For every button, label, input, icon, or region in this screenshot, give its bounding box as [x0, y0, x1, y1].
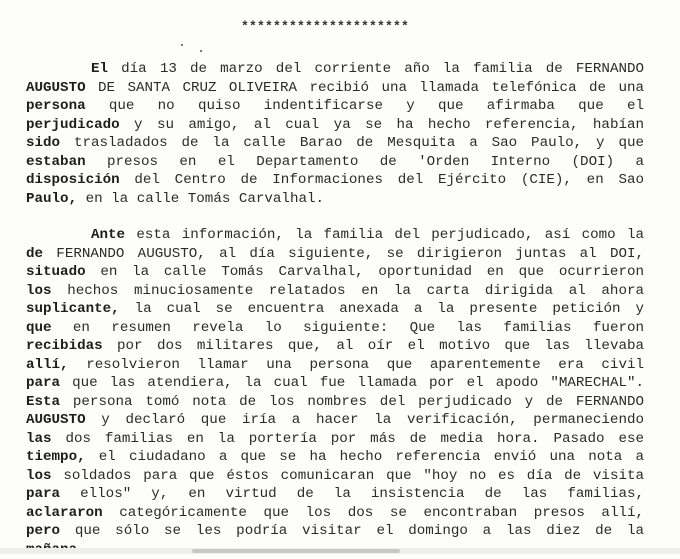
line-lead-word: las	[26, 431, 52, 447]
line-lead-word: los	[26, 468, 52, 484]
text-line	[26, 245, 644, 264]
text-line	[26, 374, 644, 393]
text-line	[26, 319, 644, 338]
line-lead-word: los	[26, 283, 52, 299]
line-text: FERNANDO AUGUSTO, al día siguiente, se dirigieron juntas al DOI,	[43, 246, 644, 262]
line-lead-word: Paulo,	[26, 191, 77, 207]
line-text: esta información, la familia del perjudicado, así como la	[125, 227, 644, 243]
text-line	[26, 190, 644, 209]
line-text: ellos" y, en virtud de la insistencia de las familias,	[60, 486, 644, 502]
line-text: persona tomó nota de los nombres del perjudicado y de FERNANDO	[60, 394, 644, 410]
line-lead-word: de	[26, 246, 43, 262]
line-text: y declaró que iría a hacer la verificación, permaneciendo	[86, 412, 644, 428]
line-text: en la calle Tomás Carvalhal, oportunidad en que ocurrieron	[86, 264, 644, 280]
line-lead-word: tiempo,	[26, 449, 86, 465]
line-text: del Centro de Informaciones del Ejército (CIE), en Sao	[120, 172, 644, 188]
text-line	[26, 504, 644, 523]
line-text: hechos minuciosamente relatados en la carta dirigida al ahora	[52, 283, 644, 299]
line-lead-word: pero	[26, 523, 60, 539]
text-line	[26, 263, 644, 282]
text-line	[26, 448, 644, 467]
line-text: trasladados de la calle Barao de Mesquita a Sao Paulo, y que	[60, 135, 644, 151]
line-text: categóricamente que los dos se encontraban presos allí,	[103, 505, 644, 521]
scan-speck	[200, 50, 202, 52]
line-text: en la calle Tomás Carvalhal.	[77, 191, 324, 207]
text-line	[26, 356, 644, 375]
line-lead-word: aclararon	[26, 505, 103, 521]
line-lead-word: persona	[26, 98, 86, 114]
line-lead-word: para	[26, 375, 60, 391]
line-text: la cual se encuentra anexada a la presente petición y	[120, 301, 644, 317]
line-lead-word: Esta	[26, 394, 60, 410]
line-lead-word: disposición	[26, 172, 120, 188]
paragraph-1	[26, 60, 644, 208]
line-lead-word: para	[26, 486, 60, 502]
line-text: por dos militares que, al oír el motivo que las llevaba	[103, 338, 644, 354]
text-line	[26, 393, 644, 412]
scrollbar-thumb[interactable]	[192, 549, 400, 553]
text-line	[26, 153, 644, 172]
line-lead-word: sido	[26, 135, 60, 151]
paragraph-2	[26, 226, 644, 559]
text-line	[26, 430, 644, 449]
text-line	[26, 116, 644, 135]
line-lead-word: situado	[26, 264, 86, 280]
text-line	[26, 337, 644, 356]
text-line	[26, 467, 644, 486]
line-text: resolvieron llamar una persona que aparentemente era civil	[69, 357, 644, 373]
line-text: DE SANTA CRUZ OLIVEIRA recibió una llamada telefónica de una	[86, 80, 644, 96]
text-line	[26, 300, 644, 319]
line-text: soldados para que éstos comunicaran que "hoy no es día de visita	[52, 468, 644, 484]
line-lead-word: allí,	[26, 357, 69, 373]
text-line	[26, 485, 644, 504]
text-line	[26, 226, 644, 245]
text-line	[26, 522, 644, 541]
line-text: presos en el Departamento de 'Orden Interno (DOI) a	[86, 154, 644, 170]
line-lead-word: estaban	[26, 154, 86, 170]
line-lead-word: recibidas	[26, 338, 103, 354]
line-text: que no quiso indentificarse y que afirmaba que el	[86, 98, 644, 114]
scan-speck	[181, 44, 183, 46]
text-line	[26, 411, 644, 430]
text-line	[26, 97, 644, 116]
line-text: el ciudadano a que se ha hecho referencia envió una nota a	[86, 449, 644, 465]
line-lead-word: suplicante,	[26, 301, 120, 317]
line-text: en resumen revela lo siguiente: Que las familias fueron	[52, 320, 644, 336]
line-lead-word: Ante	[91, 227, 125, 243]
text-line	[26, 282, 644, 301]
text-line	[26, 60, 644, 79]
text-line	[26, 171, 644, 190]
line-lead-word: El	[91, 61, 108, 77]
line-lead-word: que	[26, 320, 52, 336]
line-text: día 13 de marzo del corriente año la familia de FERNANDO	[108, 61, 644, 77]
line-lead-word: perjudicado	[26, 117, 120, 133]
separator-asterisks: *********************	[241, 19, 409, 34]
text-line	[26, 79, 644, 98]
line-lead-word: AUGUSTO	[26, 412, 86, 428]
line-text: que las atendiera, la cual fue llamada por el apodo "MARECHAL".	[60, 375, 644, 391]
line-text: que sólo se les podría visitar el domingo a las diez de la	[60, 523, 644, 539]
line-text: y su amigo, al cual ya se ha hecho referencia, habían	[120, 117, 644, 133]
text-line	[26, 134, 644, 153]
line-text: dos familias en la portería por más de media hora. Pasado ese	[52, 431, 644, 447]
line-lead-word: AUGUSTO	[26, 80, 86, 96]
